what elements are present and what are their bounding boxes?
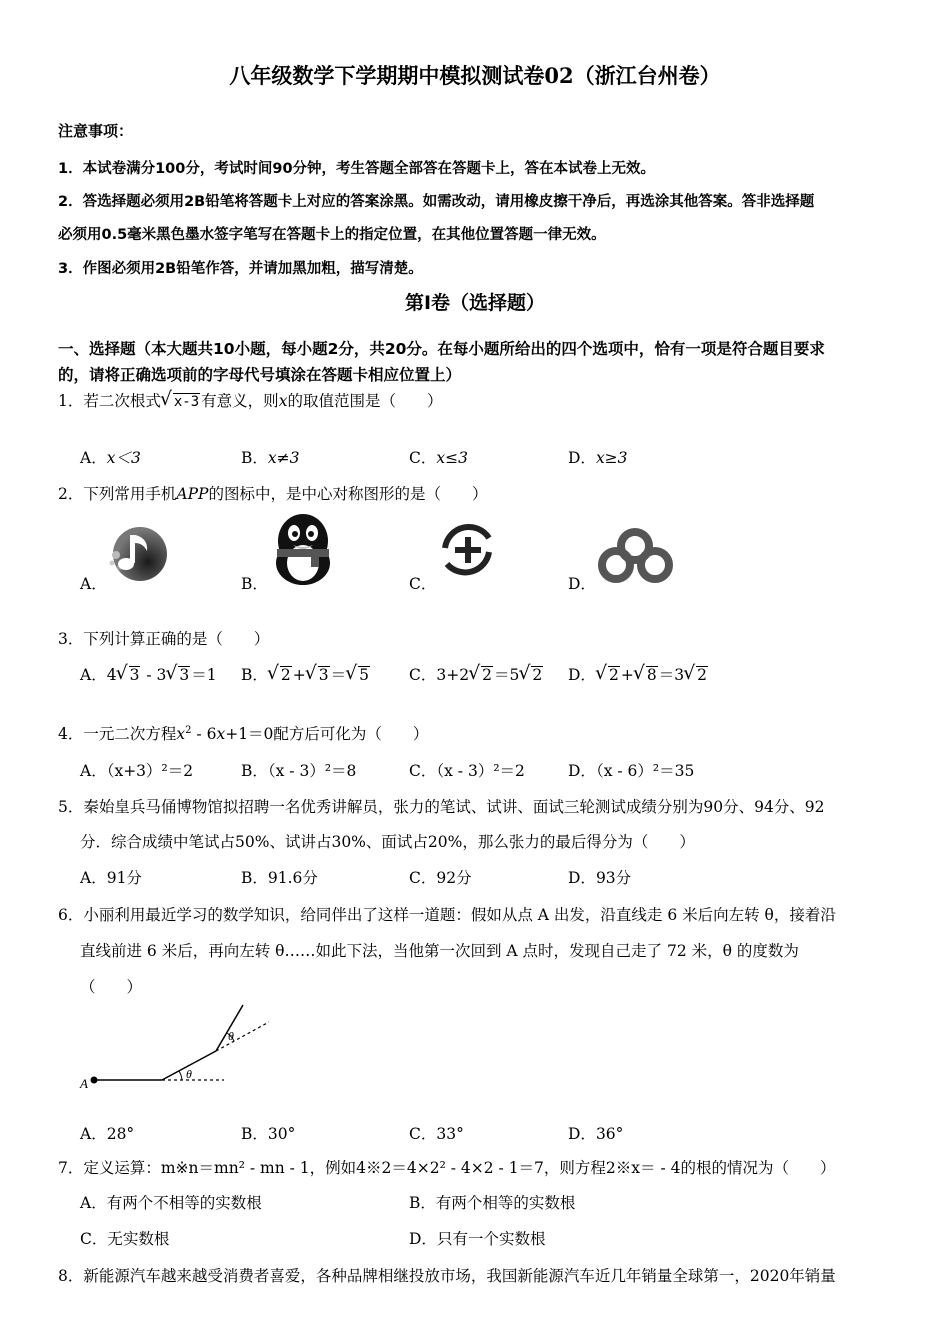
point-a-label: A — [80, 1076, 88, 1091]
q4-option-a[interactable] — [80, 759, 193, 781]
q2-app: APP — [176, 485, 209, 503]
q1-var: x — [278, 392, 288, 410]
plus-arrows-icon — [439, 520, 497, 580]
q1-sqrt — [161, 392, 200, 411]
option-text: 93分 — [595, 869, 632, 887]
q7-option-d[interactable] — [409, 1227, 545, 1249]
option-label: D． — [568, 666, 596, 684]
q2-option-a[interactable]: A． — [80, 575, 107, 593]
q4-post: +1＝0配方后可化为（ ） — [225, 725, 429, 743]
q7-option-a[interactable] — [80, 1191, 262, 1213]
theta-label: θ — [186, 1067, 192, 1081]
q1-option-a[interactable] — [80, 446, 141, 468]
q7-stem: 7．定义运算：m※n＝mn² - mn - 1，例如4※2＝4×2² - 4×2 - 1＝7，则方程2※x＝ - 4的根的情况为（ ） — [58, 1159, 836, 1177]
option-label: C． — [409, 449, 437, 467]
q4-var: x — [216, 725, 226, 743]
q3-option-a[interactable] — [80, 663, 217, 685]
option-text: （x - 6）²＝35 — [595, 762, 695, 780]
option-text: 92分 — [436, 869, 472, 887]
option-text: 30° — [267, 1125, 296, 1143]
q5-line-2: 分．综合成绩中笔试占50%、试讲占30%、面试占20%，那么张力的最后得分为（ ） — [80, 833, 695, 851]
option-label: B． — [241, 666, 268, 684]
option-text: 无实数根 — [107, 1230, 170, 1248]
option-text: 有两个不相等的实数根 — [106, 1194, 262, 1212]
option-text: 91分 — [106, 869, 142, 887]
math-text: + — [620, 666, 634, 684]
q2-stem-post: 的图标中，是中心对称图形的是（ ） — [208, 485, 488, 503]
sqrt — [596, 666, 620, 684]
notice-line-2b: 必须用0.5毫米黑色墨水签字笔写在答题卡上的指定位置，在其他位置答题一律无效。 — [58, 227, 606, 243]
radicand: 2 — [532, 666, 543, 684]
q2-stem-pre: 2．下列常用手机 — [58, 485, 177, 503]
option-label: B． — [409, 1194, 436, 1212]
option-label: C． — [409, 762, 437, 780]
math-text: + — [292, 666, 306, 684]
q2-stem — [58, 482, 487, 504]
option-text: x≥3 — [595, 449, 628, 467]
option-text: x≤3 — [436, 449, 468, 467]
option-label: B． — [241, 869, 268, 887]
q1-stem-pre: 1．若二次根式 — [58, 392, 161, 410]
q5-option-b[interactable] — [241, 866, 318, 888]
option-label: C． — [409, 869, 437, 887]
radicand: 3 — [318, 666, 329, 684]
radicand: 2 — [280, 666, 291, 684]
option-label: D． — [568, 449, 596, 467]
radicand: 3 — [179, 666, 190, 684]
option-text: （x+3）²＝2 — [106, 762, 194, 780]
q4-stem — [58, 722, 428, 744]
math-text: - 3 — [141, 666, 167, 684]
q4-mid: - 6 — [191, 725, 217, 743]
option-text: 28° — [106, 1125, 135, 1143]
option-label: D． — [409, 1230, 437, 1248]
q6-option-d[interactable] — [568, 1122, 623, 1144]
option-text: x＜3 — [106, 449, 141, 467]
math-text: ＝3 — [658, 666, 685, 684]
section-title: 第Ⅰ卷（选择题） — [404, 292, 546, 314]
option-label: B． — [241, 1125, 268, 1143]
radicand: 5 — [359, 666, 370, 684]
cloud-rings-icon — [597, 527, 679, 587]
q6-line-1: 6．小丽利用最近学习的数学知识，给同伴出了这样一道题：假如从点 A 出发，沿直线走 6 米后向左转 θ，接着沿 — [58, 906, 836, 924]
q4-pre: 4．一元二次方程 — [58, 725, 177, 743]
q4-option-d[interactable] — [568, 759, 694, 781]
q2-option-b[interactable]: B． — [241, 575, 268, 593]
sqrt — [166, 666, 190, 684]
q3-option-b[interactable] — [241, 663, 371, 685]
q1-radicand: x-3 — [173, 394, 200, 410]
sqrt — [346, 666, 370, 684]
sqrt — [634, 666, 658, 684]
radicand: 3 — [129, 666, 140, 684]
notice-line-1: 1．本试卷满分100分，考试时间90分钟，考生答题全部答在答题卡上，答在本试卷上无效。 — [58, 161, 656, 177]
q3-option-d[interactable] — [568, 663, 709, 685]
q4-option-c[interactable] — [409, 759, 525, 781]
option-label: A． — [80, 1194, 107, 1212]
radicand: 2 — [608, 666, 619, 684]
q1-option-c[interactable] — [409, 446, 468, 468]
radicand: 2 — [697, 666, 707, 684]
option-text: （x - 3）²＝2 — [436, 762, 525, 780]
q3-stem: 3．下列计算正确的是（ ） — [58, 630, 270, 648]
radicand: 8 — [646, 666, 657, 684]
option-text: （x - 3）²＝8 — [267, 762, 357, 780]
option-label: D． — [568, 869, 596, 887]
option-text: x≠3 — [267, 449, 300, 467]
q8-line-1: 8．新能源汽车越来越受消费者喜爱，各种品牌相继投放市场，我国新能源汽车近几年销量全球第一，2020年销量 — [58, 1267, 836, 1285]
sqrt — [519, 666, 543, 684]
option-label: D． — [568, 762, 596, 780]
q5-option-a[interactable] — [80, 866, 142, 888]
sqrt — [469, 666, 493, 684]
q5-line-1: 5．秦始皇兵马俑博物馆拟招聘一名优秀讲解员，张力的笔试、试讲、面试三轮测试成绩分别为90分、94分、92 — [58, 798, 825, 816]
option-text: 91.6分 — [267, 869, 318, 887]
q6-option-c[interactable] — [409, 1122, 464, 1144]
option-label: B． — [241, 449, 268, 467]
q4-option-b[interactable] — [241, 759, 356, 781]
q1-stem — [58, 389, 442, 411]
turning-path-figure — [76, 1000, 286, 1095]
q1-stem-post: 有意义，则 — [201, 392, 279, 410]
math-text: ＝1 — [191, 666, 217, 684]
q5-option-c[interactable] — [409, 866, 472, 888]
q2-option-d[interactable]: D． — [568, 575, 596, 593]
qq-penguin-icon — [271, 513, 335, 585]
q2-option-c[interactable]: C． — [409, 575, 437, 593]
q1-option-d[interactable] — [568, 446, 628, 468]
option-text: 36° — [595, 1125, 624, 1143]
theta-label: θ — [228, 1029, 234, 1043]
option-label: A． — [80, 762, 107, 780]
page-title: 八年级数学下学期期中模拟测试卷02（浙江台州卷） — [229, 63, 721, 88]
q4-var: x — [176, 725, 186, 743]
option-text: 33° — [436, 1125, 464, 1143]
option-text: 有两个相等的实数根 — [435, 1194, 576, 1212]
sqrt — [684, 666, 708, 684]
sqrt — [117, 666, 141, 684]
notice-line-2a: 2．答选择题必须用2B铅笔将答题卡上对应的答案涂黑。如需改动，请用橡皮擦干净后，再选涂其他答案。答非选择题 — [58, 194, 815, 210]
q6-option-b[interactable] — [241, 1122, 295, 1144]
math-text: ＝5 — [493, 666, 520, 684]
q6-option-a[interactable] — [80, 1122, 134, 1144]
math-text: 4 — [106, 666, 117, 684]
radicand: 2 — [482, 666, 492, 684]
option-text: 只有一个实数根 — [436, 1230, 546, 1248]
option-label: C． — [409, 1125, 437, 1143]
q7-option-b[interactable] — [409, 1191, 575, 1213]
q6-line-2: 直线前进 6 米后，再向左转 θ……如此下法，当他第一次回到 A 点时，发现自己走了 72 米，θ 的度数为 — [80, 942, 799, 960]
option-label: B． — [241, 762, 268, 780]
q5-option-d[interactable] — [568, 866, 631, 888]
notice-line-3: 3．作图必须用2B铅笔作答，并请加黑加粗，描写清楚。 — [58, 261, 423, 277]
q1-stem-post2: 的取值范围是（ ） — [287, 392, 443, 410]
q6-line-3: （ ） — [80, 978, 143, 996]
option-label: A． — [80, 869, 107, 887]
q4-exponent: 2 — [185, 724, 192, 736]
option-label: A． — [80, 449, 107, 467]
option-label: A． — [80, 1125, 107, 1143]
part1-line-1: 一、选择题（本大题共10小题，每小题2分，共20分。在每小题所给出的四个选项中，恰有一项是符合题目要求 — [58, 340, 825, 358]
sqrt — [306, 666, 330, 684]
notice-heading: 注意事项： — [58, 122, 134, 140]
option-label: D． — [568, 1125, 596, 1143]
option-label: A． — [80, 666, 107, 684]
q3-option-c[interactable] — [409, 663, 544, 685]
option-label: C． — [409, 666, 437, 684]
q1-option-b[interactable] — [241, 446, 299, 468]
math-text: 3+2 — [436, 666, 470, 684]
part1-line-2: 的，请将正确选项前的字母代号填涂在答题卡相应位置上） — [58, 366, 462, 384]
option-label: C． — [80, 1230, 108, 1248]
sqrt — [268, 666, 292, 684]
math-text: ＝ — [330, 666, 347, 684]
q7-option-c[interactable] — [80, 1227, 169, 1249]
music-app-icon — [106, 521, 168, 583]
